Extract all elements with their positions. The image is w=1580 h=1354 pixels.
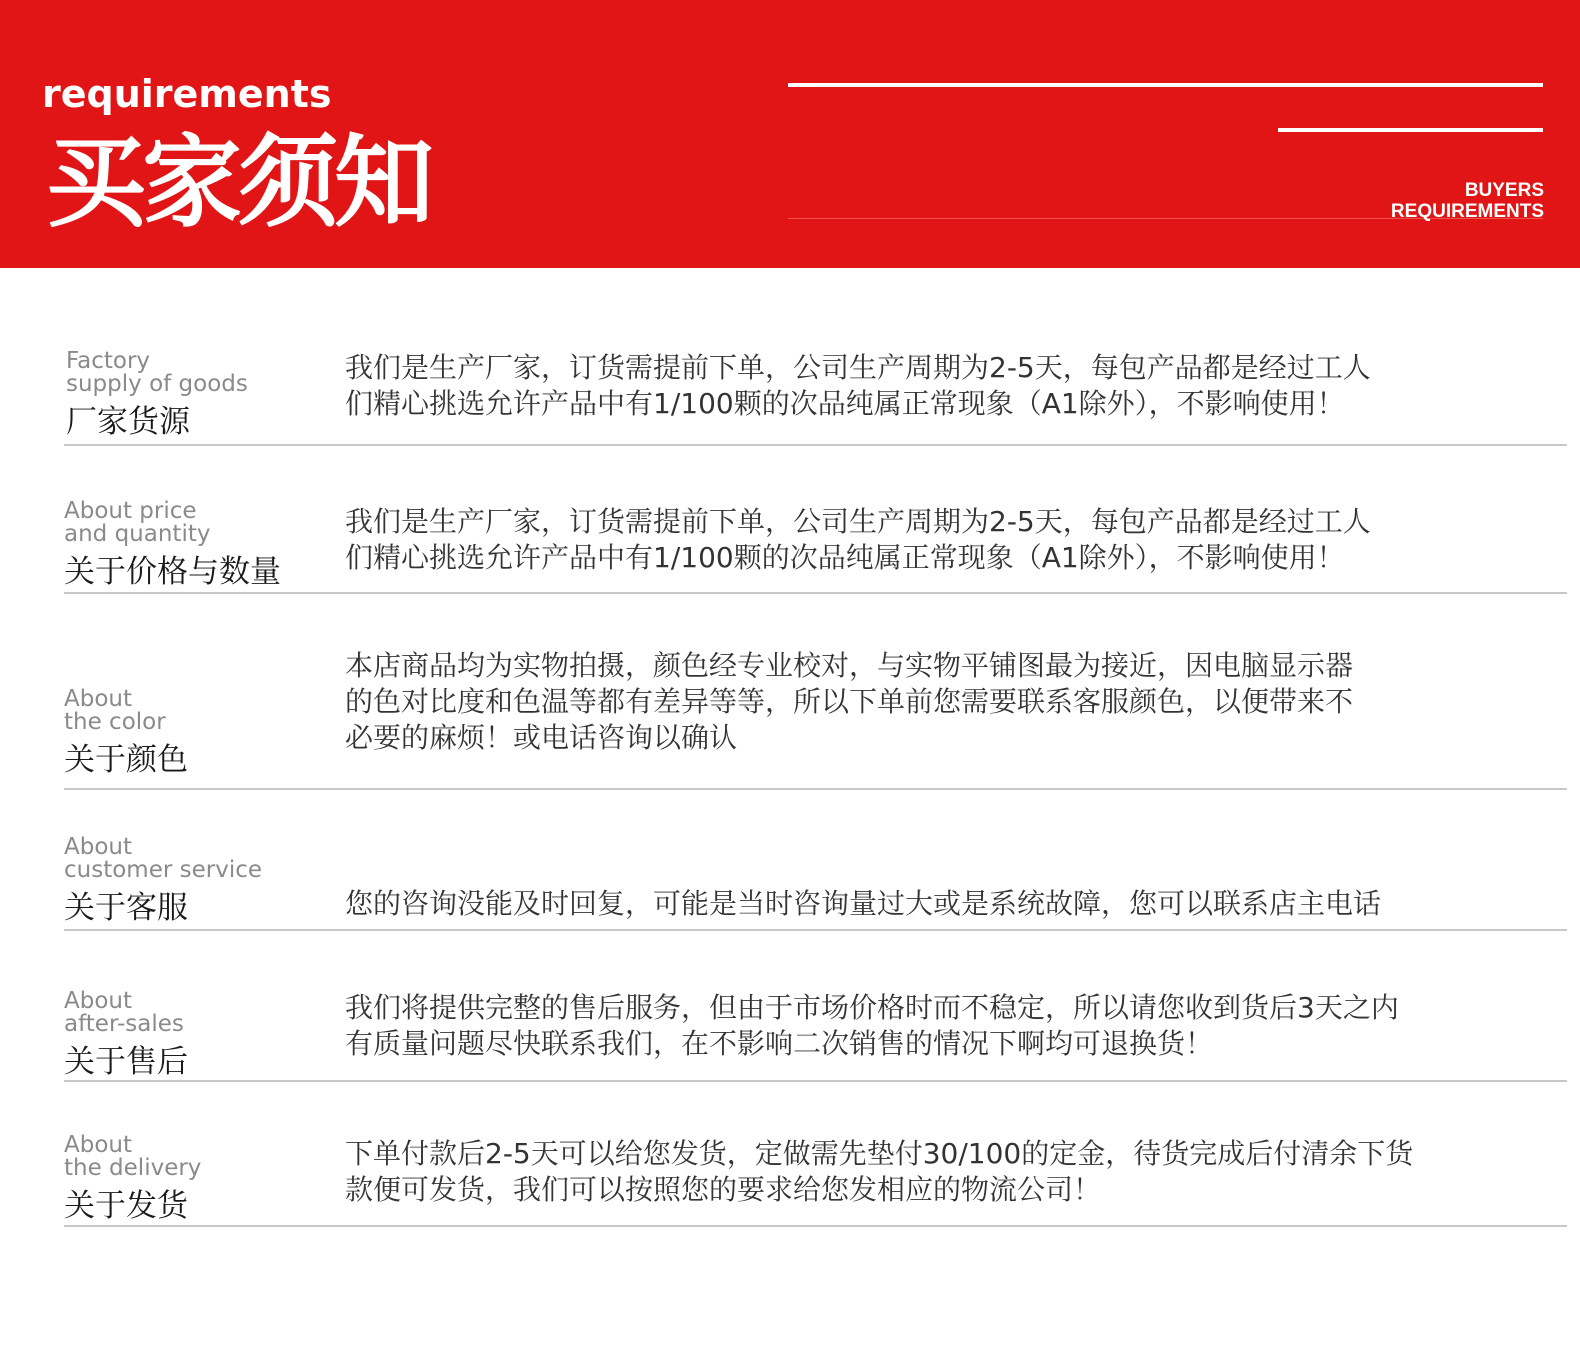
section-label-zh: 厂家货源 <box>66 404 190 440</box>
section-color <box>64 648 1567 790</box>
section-text: 下单付款后2-5天可以给您发货，定做需先垫付30/100的定金，待货完成后付清余下货 款便可发货，我们可以按照您的要求给您发相应的物流公司！ <box>345 1137 1414 1206</box>
section-label-zh: 关于客服 <box>64 890 188 926</box>
section-label-en-2: after-sales <box>64 1011 184 1037</box>
section-label <box>64 990 344 1082</box>
decorative-line <box>1278 128 1543 132</box>
section-delivery <box>64 1134 1567 1227</box>
section-label-en-1: About <box>64 1132 133 1158</box>
header-subtitle: requirements <box>42 72 332 116</box>
section-label-zh: 关于颜色 <box>64 742 188 778</box>
section-factory-supply <box>64 350 1567 446</box>
section-text: 我们是生产厂家，订货需提前下单，公司生产周期为2-5天，每包产品都是经过工人 们精心挑选允许产品中有1/100颗的次品纯属正常现象（A1除外），不影响使用！ <box>345 351 1371 420</box>
section-after-sales <box>64 990 1567 1082</box>
section-label-en-1: About price <box>64 498 197 524</box>
section-label <box>64 1134 344 1226</box>
section-label-en-2: the color <box>64 709 166 735</box>
section-label <box>64 500 344 592</box>
section-label-en-1: Factory <box>66 348 151 374</box>
section-text: 我们将提供完整的售后服务，但由于市场价格时而不稳定，所以请您收到货后3天之内 有质量问题尽快联系我们，在不影响二次销售的情况下啊均可退换货！ <box>345 991 1399 1060</box>
section-label <box>64 688 344 780</box>
page-title: 买家须知 <box>46 124 430 241</box>
section-text: 您的咨询没能及时回复，可能是当时咨询量过大或是系统故障，您可以联系店主电话 <box>345 887 1382 920</box>
decorative-line <box>788 83 1543 87</box>
section-label-en-2: customer service <box>64 857 263 883</box>
section-label <box>64 836 344 928</box>
header-english-label-line2: REQUIREMENTS <box>1390 201 1544 222</box>
section-customer-service <box>64 836 1567 931</box>
section-label-zh: 关于发货 <box>64 1188 188 1224</box>
section-label <box>66 350 346 442</box>
header-english-label-line1: BUYERS <box>1464 180 1544 201</box>
section-label-en-1: About <box>64 988 133 1014</box>
section-label-en-2: supply of goods <box>66 371 248 397</box>
section-label-zh: 关于售后 <box>64 1044 188 1080</box>
section-text: 本店商品均为实物拍摄，颜色经专业校对，与实物平铺图最为接近，因电脑显示器 的色对比度和色温等都有差异等等，所以下单前您需要联系客服颜色，以便带来不 必要的麻烦！或电话咨询以确认 <box>345 649 1354 754</box>
section-text: 我们是生产厂家，订货需提前下单，公司生产周期为2-5天，每包产品都是经过工人 们精心挑选允许产品中有1/100颗的次品纯属正常现象（A1除外），不影响使用！ <box>345 505 1371 574</box>
section-label-en-1: About <box>64 686 133 712</box>
section-label-zh: 关于价格与数量 <box>64 554 281 590</box>
section-price-quantity <box>64 500 1567 594</box>
header-english-label <box>1391 180 1544 222</box>
section-label-en-2: and quantity <box>64 521 211 547</box>
section-label-en-1: About <box>64 834 133 860</box>
section-label-en-2: the delivery <box>64 1155 202 1181</box>
header-banner <box>0 0 1580 268</box>
